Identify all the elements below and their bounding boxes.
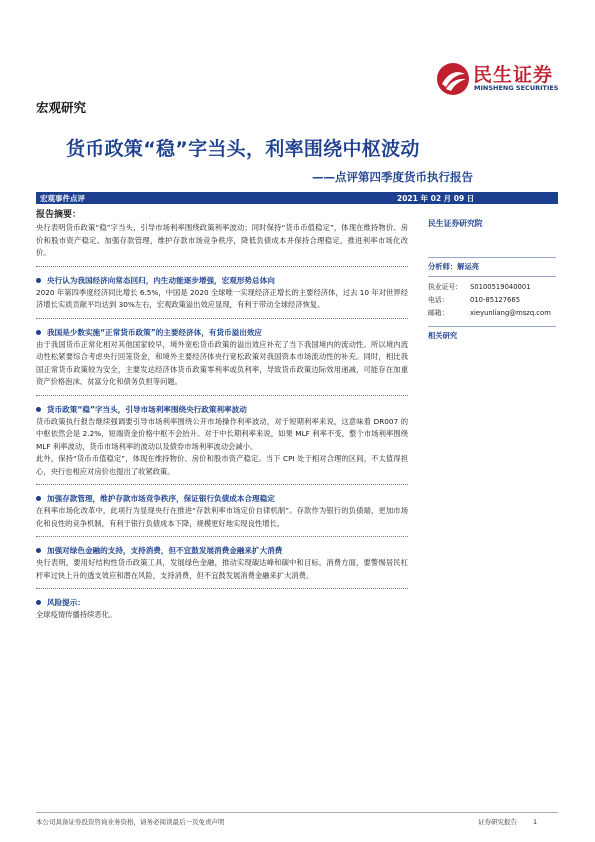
section-divider	[36, 536, 408, 537]
section-heading-text: 加强存款管理，维护存款市场竞争秩序，保证银行负债成本合理稳定	[47, 494, 275, 503]
contact-key: 执业证号：	[428, 283, 462, 291]
section-4	[36, 492, 408, 530]
section-divider	[36, 395, 408, 396]
sidebar-divider	[428, 257, 556, 258]
page-subtitle: ——点评第四季度货币执行报告	[312, 170, 473, 184]
sidebar	[428, 218, 556, 341]
contact-value: S0100519040001	[470, 283, 531, 291]
section-heading	[36, 596, 408, 609]
contact-row	[428, 281, 556, 294]
bullet-icon	[36, 330, 41, 335]
contact-row	[428, 294, 556, 307]
section-divider	[36, 484, 408, 485]
section-5	[36, 544, 408, 582]
sidebar-divider	[428, 276, 556, 277]
section-paragraph: 2020 年第四季度经济同比增长 6.5%，中国是 2020 全球唯一实现经济正增长的主要经济体，过去 10 年对世界经济增长实质贡献平均达到 30%左右，宏观政策溢出效应显现，有利于带动全球经济恢复。	[36, 287, 408, 309]
section-paragraph: 由于我国货币正常化相对其他国家较早，境外宽松货币政策的溢出效应补充了当下我国境内的流动性。所以境内流动性松紧要综合考虑央行回笼货金，和境外主要经济体央行宽松政策对我国资本市场流动性的补充。同时，相比我国正常货币政策较为安全，主要发达经济体货币政策零利率或负利率，导致货币政策边际效用递减，可能存在加重资产价格泡沫、贫富分化和债务负担等问题。	[36, 339, 408, 386]
footer-right	[478, 817, 537, 826]
section-divider	[36, 588, 408, 589]
report-category: 宏观研究	[36, 100, 87, 115]
section-heading	[36, 544, 408, 557]
section-heading	[36, 326, 408, 339]
contact-key: 电话：	[428, 296, 449, 304]
section-heading-text: 货币政策“稳”字当头，引导市场利率围绕央行政策利率波动	[47, 404, 247, 414]
email-link[interactable]: xieyunliang@mszq.com	[470, 309, 551, 317]
section-risk	[36, 596, 408, 622]
bullet-icon	[36, 278, 41, 283]
section-2	[36, 326, 408, 389]
contact-value: 010-85127665	[470, 296, 521, 304]
footer-report-type: 证券研究报告	[478, 818, 517, 826]
section-heading	[36, 274, 408, 287]
section-paragraph: 在利率市场化改革中，此项行为显现央行在推进“存款利率市场定价自律机制”。存款作为银行的负债端，更加市场化和良性的竞争机制，有利于银行负债成本下降，规模更好地实现良性增长。	[36, 506, 408, 528]
bullet-icon	[36, 407, 41, 412]
section-3	[36, 403, 408, 479]
minsheng-logo-icon	[436, 62, 470, 96]
report-type: 宏观事件点评	[40, 194, 85, 203]
section-heading	[36, 492, 408, 505]
page-number: 1	[533, 818, 538, 826]
section-heading-text: 风险提示：	[47, 598, 85, 607]
section-heading-text: 我国是少数实施“正常货币政策”的主要经济体，有货币溢出效应	[47, 327, 263, 337]
footer-disclaimer: 本公司具备证券投资咨询业务资格，请务必阅读最后一页免责声明	[36, 818, 225, 826]
page-title: 货币政策“稳”字当头，利率围绕中枢波动	[66, 138, 420, 160]
logo-text-cn: 民生证券	[473, 64, 554, 86]
bullet-icon	[36, 600, 41, 605]
summary-heading: 报告摘要：	[36, 210, 82, 220]
institute-name: 民生证券研究院	[428, 219, 483, 228]
section-paragraph: 货币政策执行报告继续强调要引导市场利率围绕公开市场操作利率波动，对于短期利率来说，这意味着 DR007 的中枢依然会是 2.2%，短端资金价格中枢不会抬升。对于中长期利率来说，如果 MLF 利率不变，整个市场利率围绕 MLF 利率波动，货币市场利率的波动以及债券市场利率波动会减小。	[36, 416, 408, 451]
sidebar-divider	[428, 326, 556, 327]
section-divider	[36, 266, 408, 267]
logo-text-en: MINSHENG SECURITIES	[474, 84, 559, 92]
section-heading-text: 央行认为我国经济向常态回归，内生动能逐步增强，宏观形势总体向	[47, 275, 275, 285]
report-date: 2021 年 02 月 09 日	[397, 194, 475, 203]
section-paragraph: 全球疫情传播持续恶化。	[36, 610, 117, 619]
header-band	[36, 192, 558, 204]
section-heading	[36, 403, 408, 416]
summary-text: 央行表明货币政策“稳”字当头，引导市场利率围绕政策利率波动；同时保持“货币币值稳定”，体现在维持物价、房价和股市资产稳定。加强存款管理，维护存款市场竞争秩序，降低负债成本并保持合理稳定，推进利率市场化改价。	[36, 223, 408, 257]
section-heading-text: 加强对绿色金融的支持，支持消费，但不宜鼓发展消费金融来扩大消费	[47, 546, 283, 555]
related-research-heading: 相关研究	[428, 331, 458, 340]
section-1	[36, 274, 408, 312]
section-divider	[36, 318, 408, 319]
bullet-icon	[36, 496, 41, 501]
footer-divider	[36, 812, 558, 813]
analyst-name: 分析师：解运亮	[428, 262, 480, 271]
contact-row	[428, 307, 556, 320]
main-content	[36, 208, 408, 622]
section-paragraph: 此外，保持“货币币值稳定”，体现在维持物价、房价和股市资产稳定。当下 CPI 处于相对合理的区间，不太值得担心，央行也相应对房价也提出了收紧政策。	[36, 454, 408, 476]
section-paragraph: 央行表明，要用好结构性货币政策工具，发展绿色金融，推动实现碳达峰和碳中和目标。消费方面，要警惕居民杠杆率过快上升的透支效应和潜在风险，支持消费，但不宜鼓发展消费金融来扩大消费。	[36, 558, 408, 580]
contact-key: 邮箱：	[428, 309, 449, 317]
bullet-icon	[36, 548, 41, 553]
